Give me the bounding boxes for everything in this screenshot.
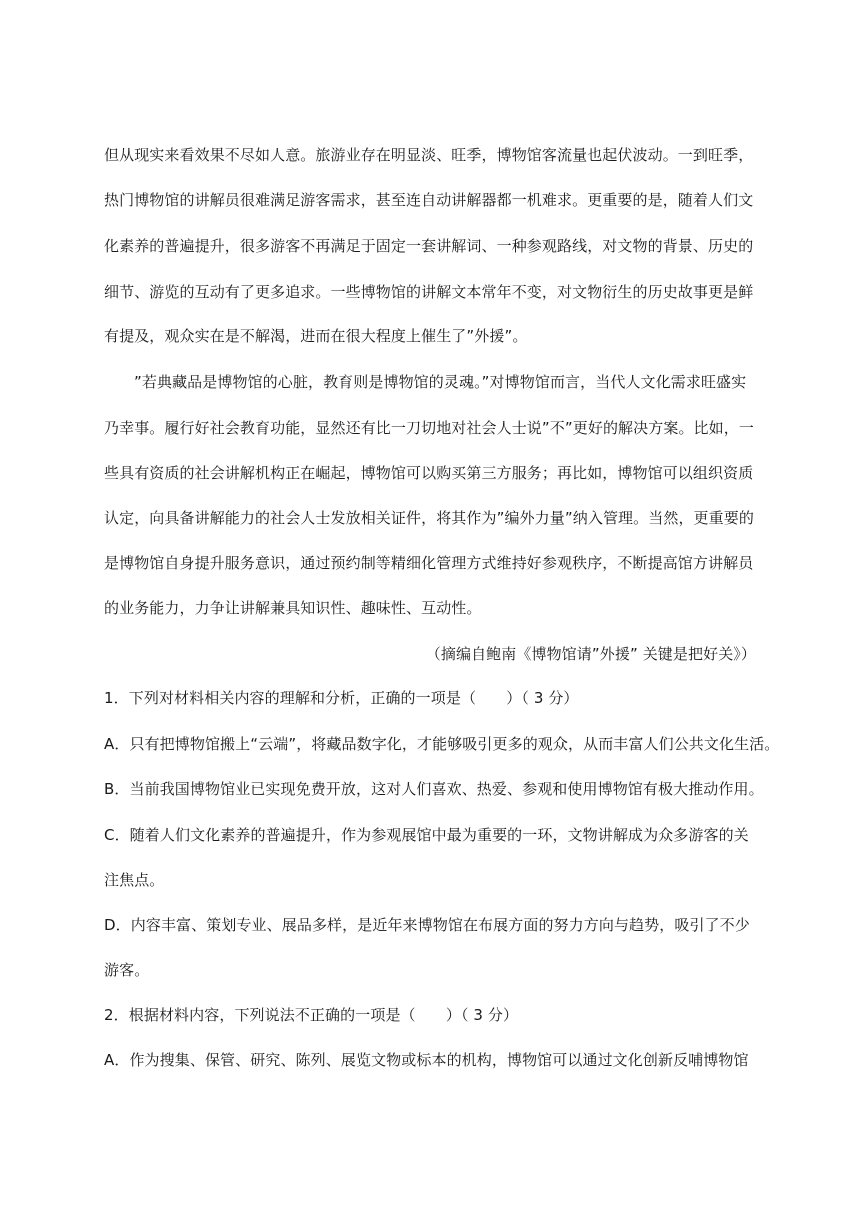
question-1-option-d-line-1: D．内容丰富、策划专业、展品多样，是近年来博物馆在布展方面的努力方向与趋势，吸引了不少 — [104, 916, 750, 934]
passage-paragraph-1-line-5: 有提及，观众实在是不解渴，进而在很大程度上催生了”外援”。 — [104, 327, 528, 345]
passage-paragraph-1-line-2: 热门博物馆的讲解员很难满足游客需求，甚至连自动讲解器都一机难求。更重要的是，随着人们文 — [104, 191, 754, 209]
question-1-option-a: A．只有把博物馆搬上“云端”，将藏品数字化，才能够吸引更多的观众，从而丰富人们公共文化生活。 — [104, 735, 780, 753]
question-1-option-c-line-2: 注焦点。 — [104, 871, 165, 889]
passage-paragraph-2-line-5: 是博物馆自身提升服务意识，通过预约制等精细化管理方式维持好参观秩序，不断提高馆方讲解员 — [104, 554, 754, 572]
passage-paragraph-2-line-1: ”若典藏品是博物馆的心脏，教育则是博物馆的灵魂。”对博物馆而言，当代人文化需求旺盛实 — [134, 373, 747, 391]
passage-paragraph-1-line-1: 但从现实来看效果不尽如人意。旅游业存在明显淡、旺季，博物馆客流量也起伏波动。一到旺季， — [104, 146, 754, 164]
passage-paragraph-2-line-3: 些具有资质的社会讲解机构正在崛起，博物馆可以购买第三方服务；再比如，博物馆可以组织资质 — [104, 464, 754, 482]
question-2-option-a-line-1: A．作为搜集、保管、研究、陈列、展览文物或标本的机构，博物馆可以通过文化创新反哺博物馆 — [104, 1051, 749, 1069]
question-1-option-c-line-1: C．随着人们文化素养的普遍提升，作为参观展馆中最为重要的一环，文物讲解成为众多游客的关 — [104, 826, 749, 844]
passage-paragraph-2-line-2: 乃幸事。履行好社会教育功能，显然还有比一刀切地对社会人士说”不”更好的解决方案。比如，一 — [104, 419, 754, 437]
passage-paragraph-1-line-4: 细节、游览的互动有了更多追求。一些博物馆的讲解文本常年不变，对文物衍生的历史故事更是鲜 — [104, 283, 754, 301]
passage-paragraph-1-line-3: 化素养的普遍提升，很多游客不再满足于固定一套讲解词、一种参观路线，对文物的背景、历史的 — [104, 237, 754, 255]
question-1-option-b: B．当前我国博物馆业已实现免费开放，这对人们喜欢、热爱、参观和使用博物馆有极大推动作用。 — [104, 780, 764, 798]
passage-paragraph-2-line-4: 认定，向具备讲解能力的社会人士发放相关证件，将其作为”编外力量”纳入管理。当然，更重要的 — [104, 509, 754, 527]
question-1-option-d-line-2: 游客。 — [104, 961, 150, 979]
question-2-stem: 2．根据材料内容，下列说法不正确的一项是（ ）（ 3 分） — [104, 1006, 519, 1024]
passage-paragraph-2-line-6: 的业务能力，力争让讲解兼具知识性、趣味性、互动性。 — [104, 599, 482, 617]
question-1-stem: 1．下列对材料相关内容的理解和分析，正确的一项是（ ）（ 3 分） — [104, 689, 579, 707]
source-citation: （摘编自鲍南《博物馆请”外援” 关键是把好关》） — [425, 645, 756, 663]
